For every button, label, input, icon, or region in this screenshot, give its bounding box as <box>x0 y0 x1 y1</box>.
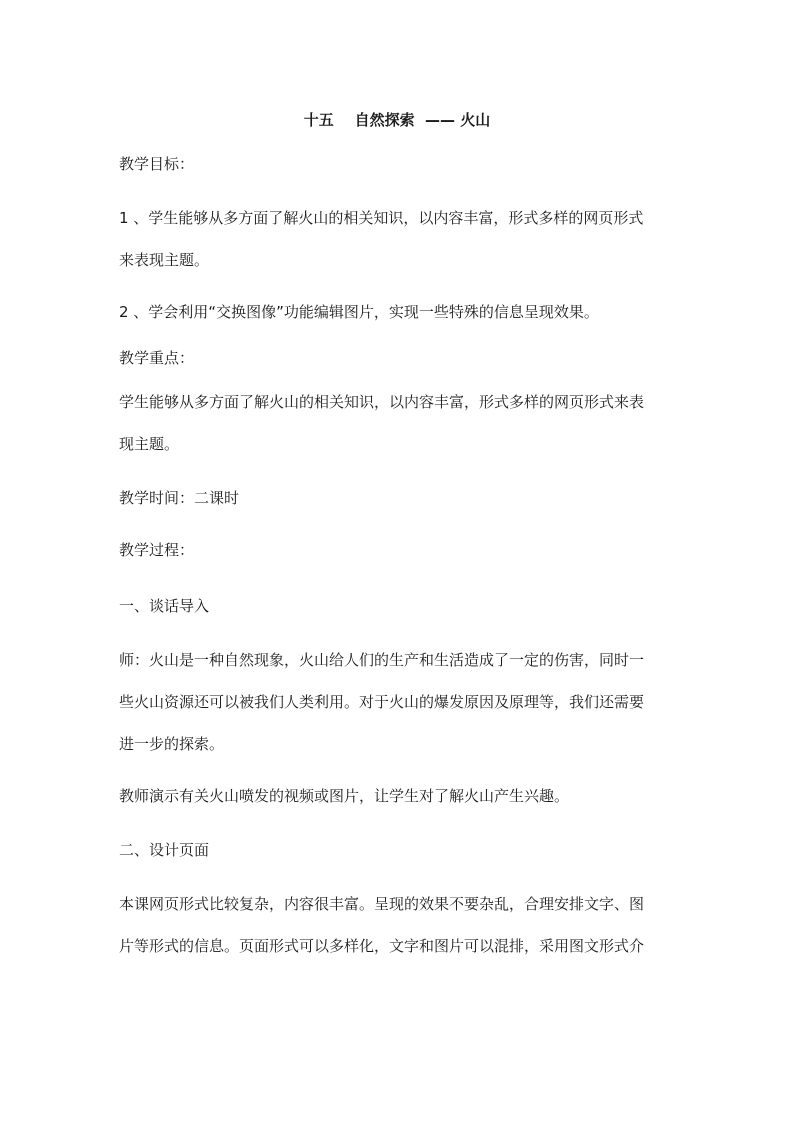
section-heading-design: 二、设计页面 <box>119 841 210 859</box>
heading-teaching-focus: 教学重点： <box>119 349 195 367</box>
paragraph-line: 学生能够从多方面了解火山的相关知识，以内容丰富，形式多样的网页形式来表 <box>119 393 645 411</box>
document-title: 十五 自然探索 —— 火山 <box>303 111 491 129</box>
heading-teaching-goals: 教学目标： <box>119 155 195 173</box>
paragraph-line: 教师演示有关火山喷发的视频或图片，让学生对了解火山产生兴趣。 <box>119 787 570 805</box>
teaching-time: 教学时间：二课时 <box>119 489 240 507</box>
paragraph-line: 些火山资源还可以被我们人类利用。对于火山的爆发原因及原理等，我们还需要 <box>119 693 645 711</box>
heading-teaching-process: 教学过程： <box>119 541 195 559</box>
paragraph-line: 1 、学生能够从多方面了解火山的相关知识，以内容丰富，形式多样的网页形式 <box>119 209 644 227</box>
paragraph-line: 现主题。 <box>119 435 180 453</box>
section-heading-intro: 一、谈话导入 <box>119 597 210 615</box>
paragraph-line: 进一步的探索。 <box>119 735 225 753</box>
paragraph-line: 本课网页形式比较复杂，内容很丰富。呈现的效果不要杂乱，合理安排文字、图 <box>119 895 645 913</box>
paragraph-line: 片等形式的信息。页面形式可以多样化，文字和图片可以混排，采用图文形式介 <box>119 937 645 955</box>
paragraph-line: 师：火山是一种自然现象，火山给人们的生产和生活造成了一定的伤害，同时一 <box>119 651 645 669</box>
paragraph-line: 2 、学会利用“交换图像”功能编辑图片，实现一些特殊的信息呈现效果。 <box>119 303 599 321</box>
paragraph-line: 来表现主题。 <box>119 251 210 269</box>
